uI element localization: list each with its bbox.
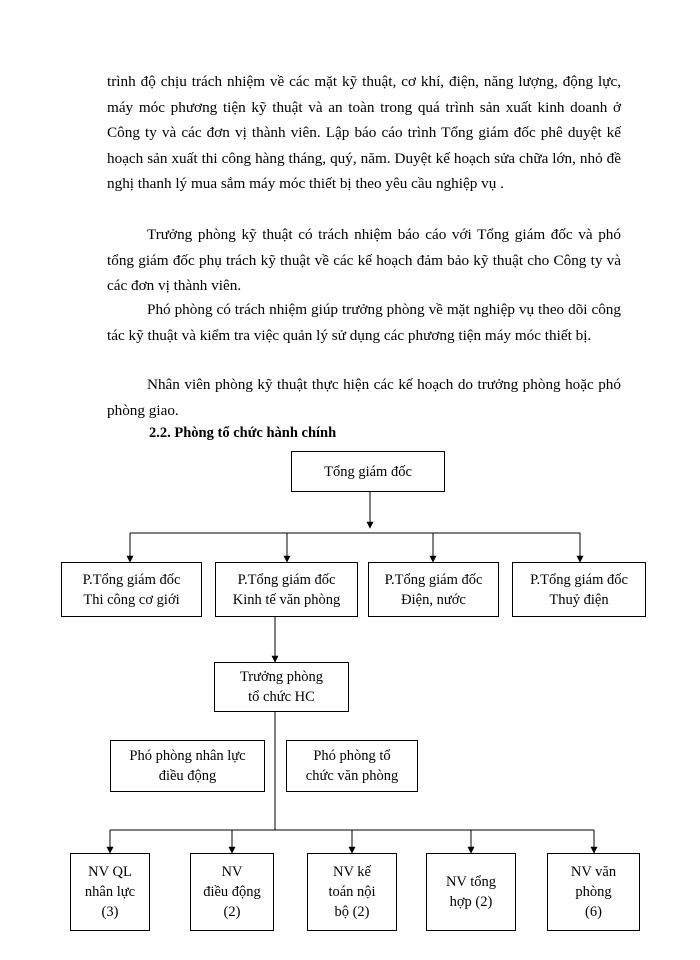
org-box-staff-office: NV văn phòng (6)	[547, 853, 640, 931]
org-box-deputy-hydropower: P.Tổng giám đốc Thuỷ điện	[512, 562, 646, 617]
org-box-staff-general: NV tổng hợp (2)	[426, 853, 516, 931]
org-box-staff-dispatch: NV điều động (2)	[190, 853, 274, 931]
org-box-vice-office: Phó phòng tổ chức văn phòng	[286, 740, 418, 792]
paragraph-staff: Nhân viên phòng kỹ thuật thực hiện các kế hoạch do trưởng phòng hoặc phó phòng giao.	[107, 376, 621, 419]
section-heading: 2.2. Phòng tổ chức hành chính	[149, 425, 337, 441]
paragraph-head-of-technical: Trưởng phòng kỹ thuật có trách nhiệm báo cáo với Tổng giám đốc và phó tổng giám đốc phụ trách kỹ thuật về các kế hoạch đảm bảo kỹ thuật cho Công ty và các đơn vị thành viên.	[107, 226, 621, 294]
paragraph-vice-head: Phó phòng có trách nhiệm giúp trưởng phòng về mặt nghiệp vụ theo dõi công tác kỹ thuật và kiểm tra việc quản lý sử dụng các phương tiện máy móc thiết bị.	[107, 301, 621, 344]
org-box-staff-hr: NV QL nhân lực (3)	[70, 853, 150, 931]
org-box-vice-hr: Phó phòng nhân lực điều động	[110, 740, 265, 792]
org-box-head-admin: Trưởng phòng tổ chức HC	[214, 662, 349, 712]
org-box-deputy-economics: P.Tổng giám đốc Kinh tế văn phòng	[215, 562, 358, 617]
paragraph-responsibilities: trình độ chịu trách nhiệm về các mặt kỹ thuật, cơ khí, điện, năng lượng, động lực, máy móc phương tiện kỹ thuật và an toàn trong quá trình sản xuất kinh doanh ở Công ty và các đơn vị thành viên. Lập báo cáo trình Tổng giám đốc phê duyệt kế hoạch sản xuất thi công hàng tháng, quý, năm. Duyệt kế hoạch sửa chữa lớn, nhỏ đề nghị thanh lý mua sắm máy móc thiết bị theo yêu cầu nghiệp vụ .	[107, 73, 621, 192]
org-box-staff-accounting: NV kế toán nội bộ (2)	[307, 853, 397, 931]
org-box-deputy-mechanical: P.Tổng giám đốc Thi công cơ giới	[61, 562, 202, 617]
org-box-deputy-electric-water: P.Tổng giám đốc Điện, nước	[368, 562, 499, 617]
org-box-general-director: Tổng giám đốc	[291, 451, 445, 492]
